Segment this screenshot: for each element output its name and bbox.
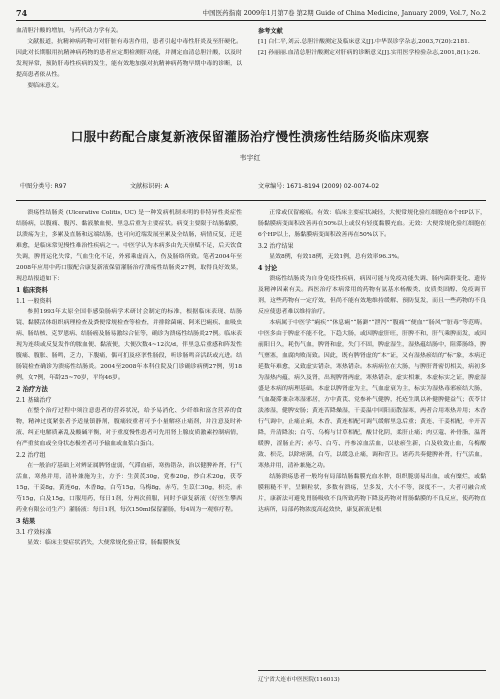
article-title: 口服中药配合康复新液保留灌肠治疗慢性溃疡性结肠炎临床观察 xyxy=(70,129,430,144)
section-heading: 3.1 疗效标准 xyxy=(16,529,52,536)
section-heading: 2.2 治疗组 xyxy=(16,452,46,459)
article-author: 韦宇红 xyxy=(239,154,261,162)
paragraph: 在一般治疗基础上对辨证属脾肾虚弱，气滞血瘀，寒热错杂，治以健脾补肾，行气活血，寒热并用，清补兼施为主，方予：生黄芪30g，党参20g，炒白术20g，茯苓15g，干姜8g，黄连6g，木香8g，白芍15g，乌梅8g，赤芍，生苡仁30g，枳壳，赤芍15g，白及15g，口服用药，每日1剂，分两次煎服，同时予康复新液（好医生攀西药业有限公司生产）灌肠液：每日1剂，每次150ml保留灌肠，每4周为一观察疗程。 xyxy=(16,463,242,513)
section-heading: 3 结果 xyxy=(16,518,36,525)
document-code: 文献标识码: A xyxy=(130,183,169,190)
paragraph: 文献报道，抗精神病药物可对肝脏有毒害作用，患者引起中毒性肝炎及至肝硬化。因此对长期服用抗精神病药物的患者应定期检测肝功能，并测定血清总胆汁酸，以及时发现异常，预防肝毒性疾病的发生，能有效地加强对抗精神病药物早期中毒的诊断，以提高患者依从性。 xyxy=(16,39,242,78)
paragraph: 显效：临床主要症状消失，大便常规化验正常，肠黏膜恢复 xyxy=(27,540,181,546)
running-header xyxy=(16,6,486,21)
body-column-left xyxy=(16,208,242,549)
section-heading: 2.1 基础治疗 xyxy=(16,397,52,404)
paragraph: 正常或仅留瘢痕。有效：临床主要症状减轻，大便常规化验红细胞在6个HP以下，肠黏膜病变面积改善再在50%以上或仅有轻度黏膜充血。无效：大便常规化验红细胞在6个HP以上，肠黏膜病变面积改善再在50%以下。 xyxy=(258,210,486,238)
section-heading: 1 临床资料 xyxy=(16,287,48,294)
references-section xyxy=(258,26,486,59)
references-title: 参考文献 xyxy=(258,28,283,35)
meta-divider xyxy=(16,200,486,201)
section-heading: 3.2 治疗结果 xyxy=(258,243,294,250)
reference-item: [1] 白仁平,刘云.总胆汁酸测定及临床意义[J].中华误诊学杂志,2003,7(20):2181. xyxy=(258,39,470,45)
section-heading: 4 讨论 xyxy=(258,265,278,272)
paragraph: 溃疡性结肠炎 (Ulcerative Colitis, UC) 是一种发病机制未明的非特异性炎症性结肠病，以腹痛、腹泻、黏液脓血便、里急后重为主要症状。病变主要限于结肠黏膜，以溃疡为主，多累及直肠和远端结肠，也可向近端发展至累及全结肠，病情反复，迁延难愈，是临床常见慢性难治性疾病之一。中医学认为本病多由先天禀赋不足，后天饮食失调，脾胃运化失常，气血生化不足，外邪乘虚而入，伤及肠络所致。笔者2004年至2008年应用中药口服配合康复新液保留灌肠治疗溃疡性结肠炎27例，取得良好效果，现总结报道如下： xyxy=(16,210,242,282)
body-column-right xyxy=(258,208,486,516)
clc-number: 中图分类号: R97 xyxy=(20,183,67,190)
paragraph: 溃疡性结肠炎为自身免疫性疾病，病因可能与免疫功能失调、肠内菌群变化、遗传及精神因素有关。西医治疗本病常用的药物有氨基水杨酸类、皮质类固醇、免疫调节剂，这些药物有一定疗效，但尚不能有效地维持缓解、预防复发，而且一些药物的不良反应使患者难以维持治疗。 xyxy=(258,276,486,315)
author-affiliation: 辽宁省大连市中医医院(116013) xyxy=(258,670,486,683)
paragraph: 在整个治疗过程中须注意患者的营养状况，给予易消化、少纤维和富含营养的食物，精神过度紧张者予适量镇静剂，腹痛较重者可予小量解痉止痛剂，并注意及时补液、纠正电解质紊乱及酸碱平衡，对于重度慢性患者可先用肾上腺皮质激素控制病情，有严重贫血或全身状态极差者可予输血或血浆白蛋白。 xyxy=(16,408,242,447)
journal-header: 中国医药指南 2009年1月第7卷 第2期 Guide of China Medicine, January 2009, Vol.7, No.2 xyxy=(202,9,486,17)
paragraph: 要临床意义。 xyxy=(27,83,63,89)
reference-item: [2] 孙丽丽.血清总胆汁酸测定对肝病的诊断意义[J].实用医学检验杂志,2001,8(1):26. xyxy=(258,50,481,56)
section-heading: 1.1 一般资料 xyxy=(16,298,52,305)
paragraph: 参照1993年太原全国非感染肠病学术研讨会制定的标准，根据临床表现、结肠镜、黏膜活体组织病理检查及粪便常规检查等检查，并排除菌痢、阿米巴痢疾、血吸虫病、肠结核、克罗恩病、结肠癌及肠易激综合征等，确诊为溃疡性结肠炎27例。临床表现为连续或反复发作的脓血便、黏液便，大便次数4~12次/d，伴里急后重感和阵发性腹痛、腹胀、肠鸣，乏力，下腹痛，偶可扪及痉挛性肠段，听诊肠鸣音活跃或亢进。结肠镜检查确诊为溃疡性结肠炎。2004至2008年本科住院及门诊确诊病例27例，男18例，女7例，年龄25~70岁，平均46岁。 xyxy=(16,309,242,381)
previous-article-tail xyxy=(16,26,242,92)
section-heading: 2 治疗方法 xyxy=(16,386,48,393)
paragraph: 本病属于中医学“痢疾”“休息痢”“肠澼”“泄泻”“腹痛”“便血”“肠风”“脏毒”等范畴。中医多由于脾虚不能不化，下趋大肠，或因脾虚肝旺，肝脾不和，肝气乘脾而发，或因前阳日久，耗伤气血，脾肾和虚，失门不固，脾虚湿生，湿热蕴结肠中，阻滞肠络，脾气壅塞，血腐肉败而致。因此，既有脾肾虚的“本”证，又有湿热瘀结的“标”象，本病迁延数年难愈，又致虚实错杂，寒热错杂。本病病位在大肠，与脾肝肾密切相关，病初多为湿热内蕴，病久及肾，出现脾肾两虚，寒热错杂，虚实相兼，本虚标实之证，脾虚湿盛是本病的病理基础。本虚以脾肾虚为主，气血虚衰为主，标实为湿热毒邪瘀结大肠，气血凝滞兼杂寒湿邪居，方中黄芪、党参补气健脾，托疮生肌以补健脾健益气；茯苓甘淡渗湿，健脾安肠；黄连苦降燥湿，干姜温中回阳而散湿寒，两者合用寒热并用；木香行气调中，止痛止痢，木香、黄连相配可调气缓解里急后重；黄连、干姜相配，辛开苦降，升清降浊；白芍、乌梅与甘草相配，酸甘化阴，柔肝止痛；肉豆蔻、补骨脂，温肾暖脾，涩肠止泻；赤芍、白芍、丹参凉血活血，以祛瘀生新，白及收敛止血，乌梅酸敛、枳壳，以除痞满，白芍，以缓急止痛，调和营卫。诸药共奏健脾补肾，行气活血，寒热并用，清补兼施之功。 xyxy=(258,320,486,469)
paragraph: 结肠溃疡患者一般均有局部结肠黏膜充血水肿，组织脆弱易出血，或有糜烂，或黏膜粗糙不平，呈颗粒状，多数有溃疡，呈多发，大小不等，深度不一，大者可融合成片，康新法可避免胃肠吸收不良所致药物下降及药物对胃肠黏膜的不良反应，使药物直达病所，局部药物浓度高起效快，康复新液是根 xyxy=(258,474,486,513)
paragraph: 显效8例，有效18例，无效1例，总有效率96.3%。 xyxy=(269,254,404,260)
page-number: 74 xyxy=(16,8,28,18)
paragraph: 血清胆汁酸的增加，与药代动力学有关。 xyxy=(16,28,123,34)
article-number: 文章编号: 1671-8194 (2009) 02-0074-02 xyxy=(258,183,380,190)
